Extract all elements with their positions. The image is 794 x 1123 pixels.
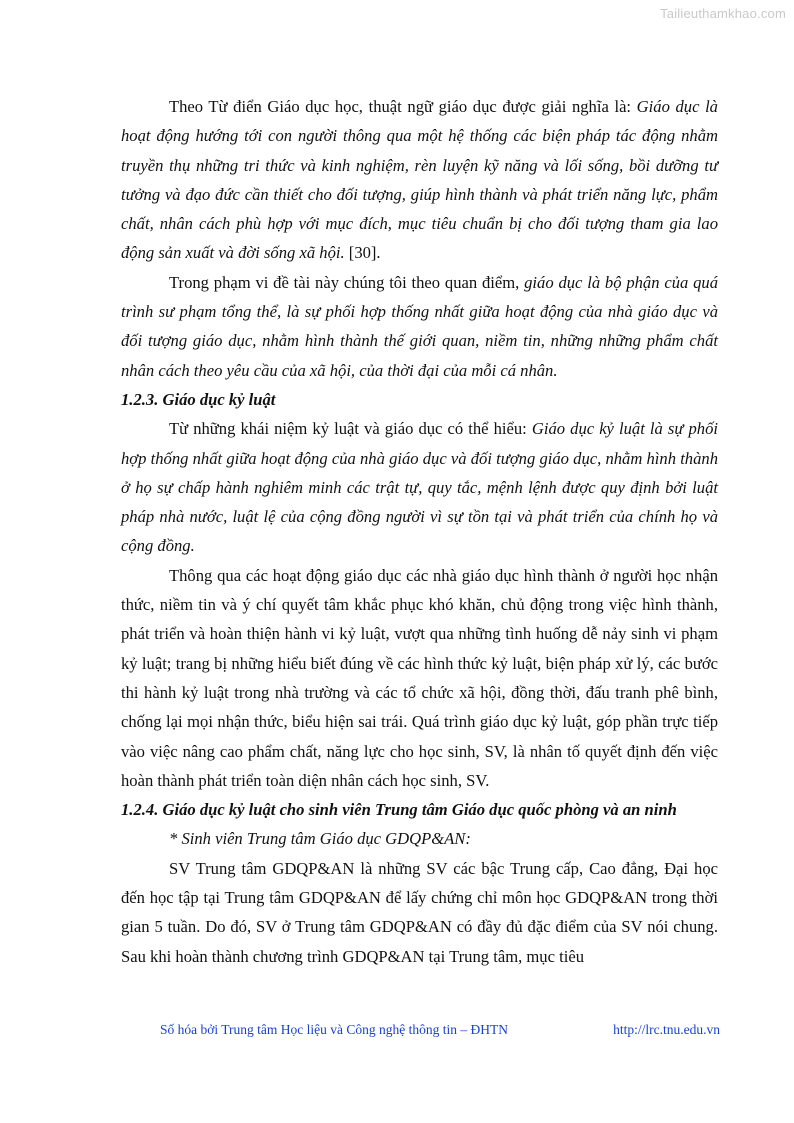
paragraph-discipline-process: Thông qua các hoạt động giáo dục các nhà giáo dục hình thành ở người học nhận thức, niềm tin và ý chí quyết tâm khắc phục khó khăn, chủ động trong việc hình thành, phát triển và hoàn thiện hành vi kỷ luật, vượt qua những tình huống dễ nảy sinh vi phạm kỷ luật; trang bị những hiểu biết đúng về các hình thức kỷ luật, biện pháp xử lý, các bước thi hành kỷ luật trong nhà trường và các tổ chức xã hội, đồng thời, đấu tranh phê bình, chống lại mọi nhận thức, biểu hiện sai trái. Quá trình giáo dục kỷ luật, góp phần trực tiếp vào việc nâng cao phẩm chất, năng lực cho học sinh, SV, là nhân tố quyết định đến việc hoàn thành phát triển toàn diện nhân cách học sinh, SV. [121, 565, 718, 790]
watermark: Tailieuthamkhao.com [660, 6, 786, 21]
section-heading-1-2-3: 1.2.3. Giáo dục kỷ luật [121, 389, 276, 409]
paragraph-italic: Giáo dục kỷ luật là sự phối hợp thống nhất giữa hoạt động của nhà giáo dục và đối tượng giáo dục, nhằm hình thành ở họ sự chấp hành nghiêm minh các trật tự, quy tắc, mệnh lệnh được quy định bởi luật pháp nhà nước, luật lệ của cộng đồng người vì sự tồn tại và phát triển của chính họ và cộng đồng. [121, 419, 718, 556]
footer-source: Số hóa bởi Trung tâm Học liệu và Công nghệ thông tin – ĐHTN [160, 1022, 509, 1037]
paragraph-lead: Từ những khái niệm kỷ luật và giáo dục có thể hiểu: [169, 419, 532, 439]
paragraph-education-definition [121, 92, 718, 268]
document-body [121, 92, 718, 971]
paragraph-italic: giáo dục là bộ phận của quá trình sư phạm tổng thể, là sự phối hợp thống nhất giữa hoạt động của nhà giáo dục và đối tượng giáo dục, nhằm hình thành thế giới quan, niềm tin, những những phẩm chất nhân cách theo yêu cầu của xã hội, của thời đại của mỗi cá nhân. [121, 272, 719, 380]
paragraph-lead: Theo Từ điển Giáo dục học, thuật ngữ giáo dục được giải nghĩa là: [169, 97, 637, 116]
paragraph-students: SV Trung tâm GDQP&AN là những SV các bậc Trung cấp, Cao đẳng, Đại học đến học tập tại Trung tâm GDQP&AN để lấy chứng chỉ môn học GDQP&AN trong thời gian 5 tuần. Do đó, SV ở Trung tâm GDQP&AN có đầy đủ đặc điểm của SV nói chung. Sau khi hoàn thành chương trình GDQP&AN tại Trung tâm, mục tiêu [121, 858, 718, 966]
page-footer [160, 1022, 720, 1038]
paragraph-lead: Trong phạm vi đề tài này chúng tôi theo quan điểm, [169, 272, 525, 292]
paragraph-citation: [30]. [344, 243, 381, 263]
subsection-label: * Sinh viên Trung tâm Giáo dục GDQP&AN: [169, 829, 471, 849]
paragraph-italic: Giáo dục là hoạt động hướng tới con người thông qua một hệ thống các biện pháp tác động nhằm truyền thụ những tri thức và kinh nghiệm, rèn luyện kỹ năng và lối sống, bồi dưỡng tư tưởng và đạo đức cần thiết cho đối tượng, giúp hình thành và phát triển năng lực, phẩm chất, nhân cách phù hợp với mục đích, mục tiêu chuẩn bị cho đối tượng tham gia lao động sản xuất và đời sống xã hội. [121, 97, 718, 263]
paragraph-discipline-definition [121, 414, 718, 560]
footer-link[interactable]: http://lrc.tnu.edu.vn [613, 1022, 720, 1037]
paragraph-scope [121, 268, 718, 385]
section-heading-1-2-4: 1.2.4. Giáo dục kỷ luật cho sinh viên Trung tâm Giáo dục quốc phòng và an ninh [121, 800, 677, 820]
